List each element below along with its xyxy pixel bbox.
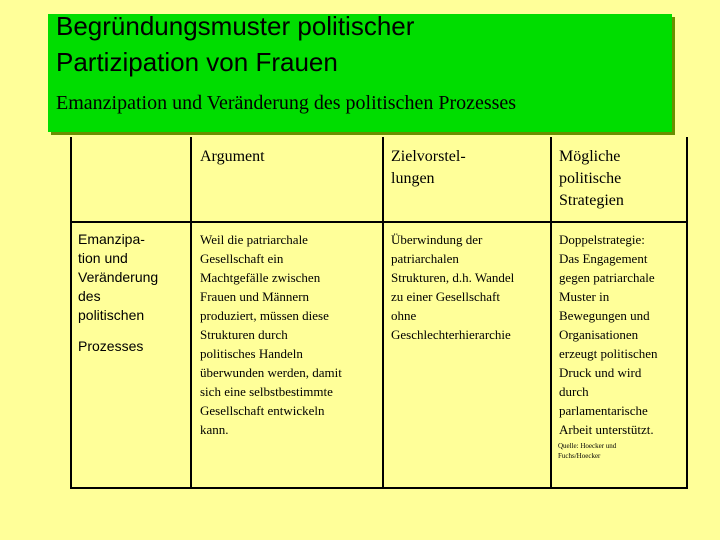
- table-border-col3: [550, 137, 552, 489]
- table-border-left: [70, 137, 72, 489]
- cell-argument: Weil die patriarchale Gesellschaft ein Machtgefälle zwischen Frauen und Männern produziert, müssen diese Strukturen durch politisches Handeln überwunden werden, damit sich eine selbstbestimmte Gesellschaft entwickeln kann.: [200, 232, 342, 437]
- table-border-right: [686, 137, 688, 489]
- title-line-1: Begründungsmuster politischer: [56, 11, 415, 41]
- row-label: [78, 230, 190, 356]
- table-border-header: [70, 221, 688, 223]
- table-border-col2: [382, 137, 384, 489]
- header-argument: Argument: [200, 148, 265, 165]
- table-border-col1: [190, 137, 192, 489]
- row-label-part-1: Emanzipa- tion und Veränderung des politischen: [78, 231, 159, 323]
- table-border-bottom: [70, 487, 688, 489]
- cell-strategien: Doppelstrategie: Das Engagement gegen patriarchale Muster in Bewegungen und Organisationen erzeugt politischen Druck und wird durch parlamentarische Arbeit unterstützt.: [559, 232, 658, 437]
- row-label-part-2: Prozesses: [78, 338, 144, 354]
- slide-subtitle: Emanzipation und Veränderung des politischen Prozesses: [56, 92, 517, 114]
- title-line-2: Partizipation von Frauen: [56, 47, 338, 77]
- header-strategien: Mögliche politische Strategien: [559, 148, 624, 209]
- header-zielvorstellungen: Zielvorstel- lungen: [391, 148, 466, 187]
- title-box: [48, 11, 672, 132]
- source-note: Quelle: Hoecker und Fuchs/Hoecker: [558, 442, 617, 460]
- cell-zielvorstellungen: Überwindung der patriarchalen Strukturen, d.h. Wandel zu einer Gesellschaft ohne Geschlechterhierarchie: [391, 232, 515, 342]
- slide-title: [56, 8, 666, 80]
